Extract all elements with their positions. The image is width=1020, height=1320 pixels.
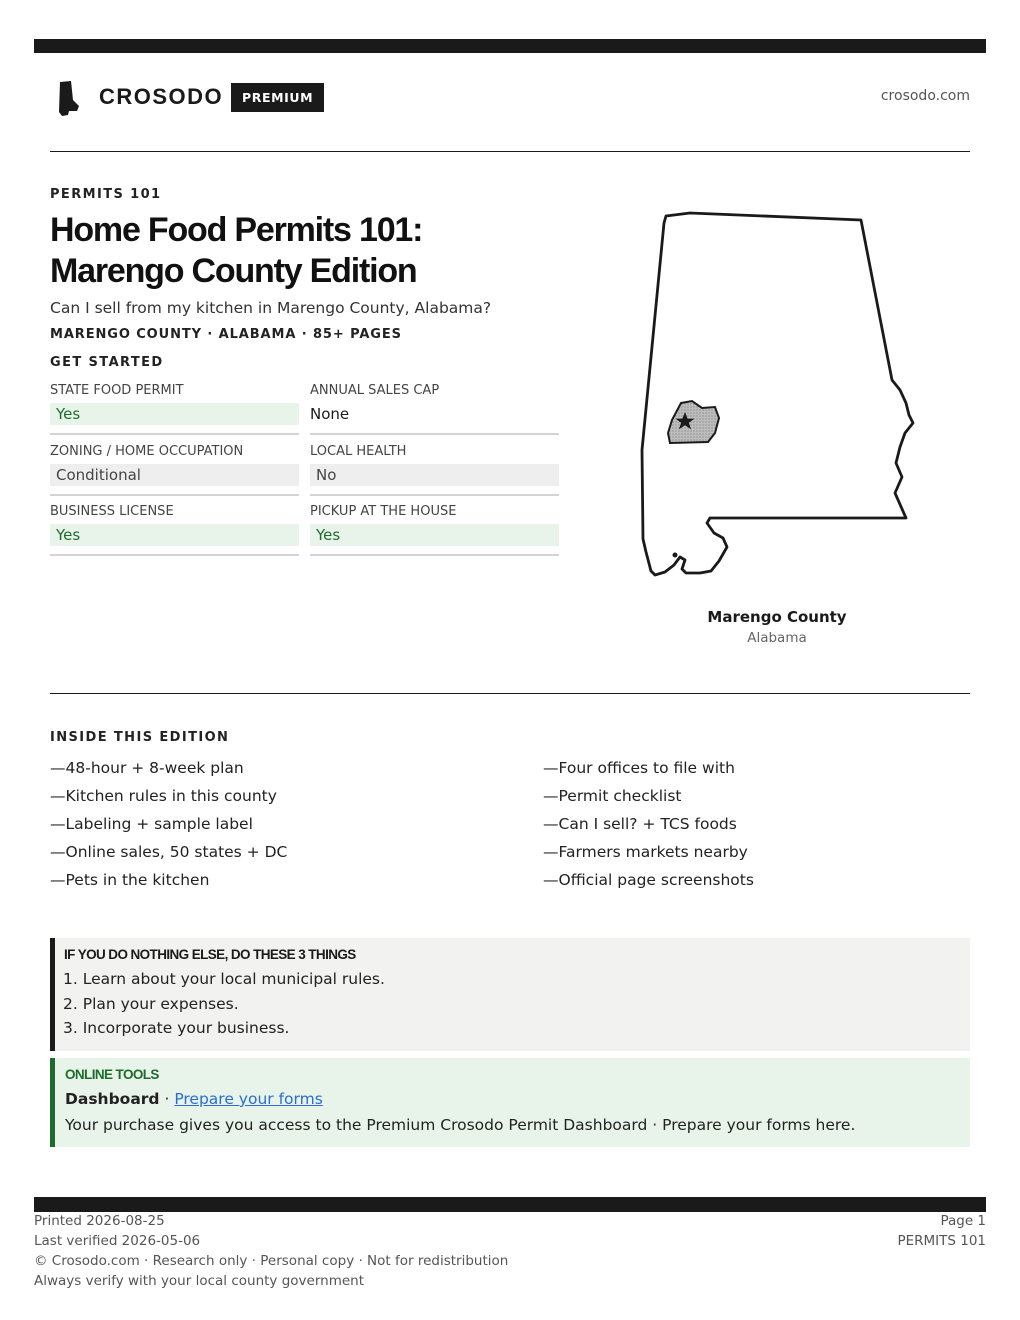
stat-value: Yes xyxy=(50,403,299,425)
callout-list xyxy=(63,968,385,1042)
top-bar xyxy=(34,39,986,53)
stat-pickup xyxy=(310,504,559,556)
page-title xyxy=(50,210,610,292)
stat-value: Conditional xyxy=(50,464,299,486)
prepare-forms-link[interactable]: Prepare your forms xyxy=(174,1090,323,1108)
list-item: 2. Plan your expenses. xyxy=(63,994,239,1013)
copyright: © Crosodo.com · Research only · Personal copy · Not for redistribution xyxy=(34,1253,509,1269)
edition-list-right xyxy=(543,757,754,897)
edition-heading: INSIDE THIS EDITION xyxy=(50,730,230,745)
footer-section: PERMITS 101 xyxy=(897,1233,986,1249)
stat-state-food-permit xyxy=(50,383,299,435)
list-item: —Four offices to file with xyxy=(543,759,735,777)
list-item: —Labeling + sample label xyxy=(50,815,253,833)
stat-value: None xyxy=(310,405,350,423)
list-item: —Farmers markets nearby xyxy=(543,843,748,861)
map-county-caption: Marengo County xyxy=(707,608,847,626)
verified-date: Last verified 2026-05-06 xyxy=(34,1233,201,1249)
premium-badge: PREMIUM xyxy=(231,83,324,112)
title-line-1: Home Food Permits 101: xyxy=(50,211,423,249)
callout-heading: IF YOU DO NOTHING ELSE, DO THESE 3 THINGS xyxy=(64,947,356,962)
dashboard-label: Dashboard xyxy=(65,1090,160,1108)
map-state-caption: Alabama xyxy=(747,630,807,646)
list-item: —Pets in the kitchen xyxy=(50,871,210,889)
stat-label: ANNUAL SALES CAP xyxy=(310,383,440,398)
dashboard-line xyxy=(65,1090,323,1108)
stat-annual-sales-cap xyxy=(310,383,559,435)
state-outline xyxy=(642,213,913,575)
stat-value: Yes xyxy=(50,524,299,546)
kicker: PERMITS 101 xyxy=(50,187,162,202)
header-divider xyxy=(50,151,970,152)
stat-value: No xyxy=(310,464,559,486)
title-line-2: Marengo County Edition xyxy=(50,252,417,290)
online-tools-description: Your purchase gives you access to the Premium Crosodo Permit Dashboard · Prepare your forms here. xyxy=(65,1116,856,1134)
bottom-bar xyxy=(34,1197,986,1212)
alabama-logo-icon xyxy=(58,80,80,116)
list-item: —Kitchen rules in this county xyxy=(50,787,277,805)
stat-label: LOCAL HEALTH xyxy=(310,444,407,459)
list-item: —Online sales, 50 states + DC xyxy=(50,843,288,861)
header xyxy=(50,78,970,118)
list-item: —48-hour + 8-week plan xyxy=(50,759,244,777)
do-these-callout xyxy=(50,938,970,1051)
online-tools-callout xyxy=(50,1058,970,1147)
list-item: 1. Learn about your local municipal rules. xyxy=(63,970,385,988)
city-dot xyxy=(673,553,678,558)
page-number: Page 1 xyxy=(940,1213,986,1229)
printed-date: Printed 2026-08-25 xyxy=(34,1213,165,1229)
verify-note: Always verify with your local county government xyxy=(34,1273,364,1289)
list-item: —Can I sell? + TCS foods xyxy=(543,815,737,833)
stat-label: ZONING / HOME OCCUPATION xyxy=(50,444,244,459)
stat-business-license xyxy=(50,504,299,556)
stat-label: STATE FOOD PERMIT xyxy=(50,383,184,398)
alabama-map xyxy=(630,205,930,590)
stat-local-health xyxy=(310,444,559,496)
subtitle: Can I sell from my kitchen in Marengo County, Alabama? xyxy=(50,299,492,317)
separator: · xyxy=(159,1090,175,1108)
get-started-heading: GET STARTED xyxy=(50,355,164,370)
stat-label: PICKUP AT THE HOUSE xyxy=(310,504,457,519)
stat-zoning xyxy=(50,444,299,496)
stat-value: Yes xyxy=(310,524,559,546)
brand-name: CROSODO xyxy=(99,84,224,109)
list-item: 3. Incorporate your business. xyxy=(63,1019,290,1037)
edition-list-left xyxy=(50,757,287,897)
list-item: —Permit checklist xyxy=(543,787,682,805)
list-item: —Official page screenshots xyxy=(543,871,754,889)
meta-line: MARENGO COUNTY · ALABAMA · 85+ PAGES xyxy=(50,327,402,342)
online-tools-heading: ONLINE TOOLS xyxy=(65,1067,159,1082)
stat-label: BUSINESS LICENSE xyxy=(50,504,174,519)
section-divider xyxy=(50,693,970,694)
site-url: crosodo.com xyxy=(880,88,970,104)
